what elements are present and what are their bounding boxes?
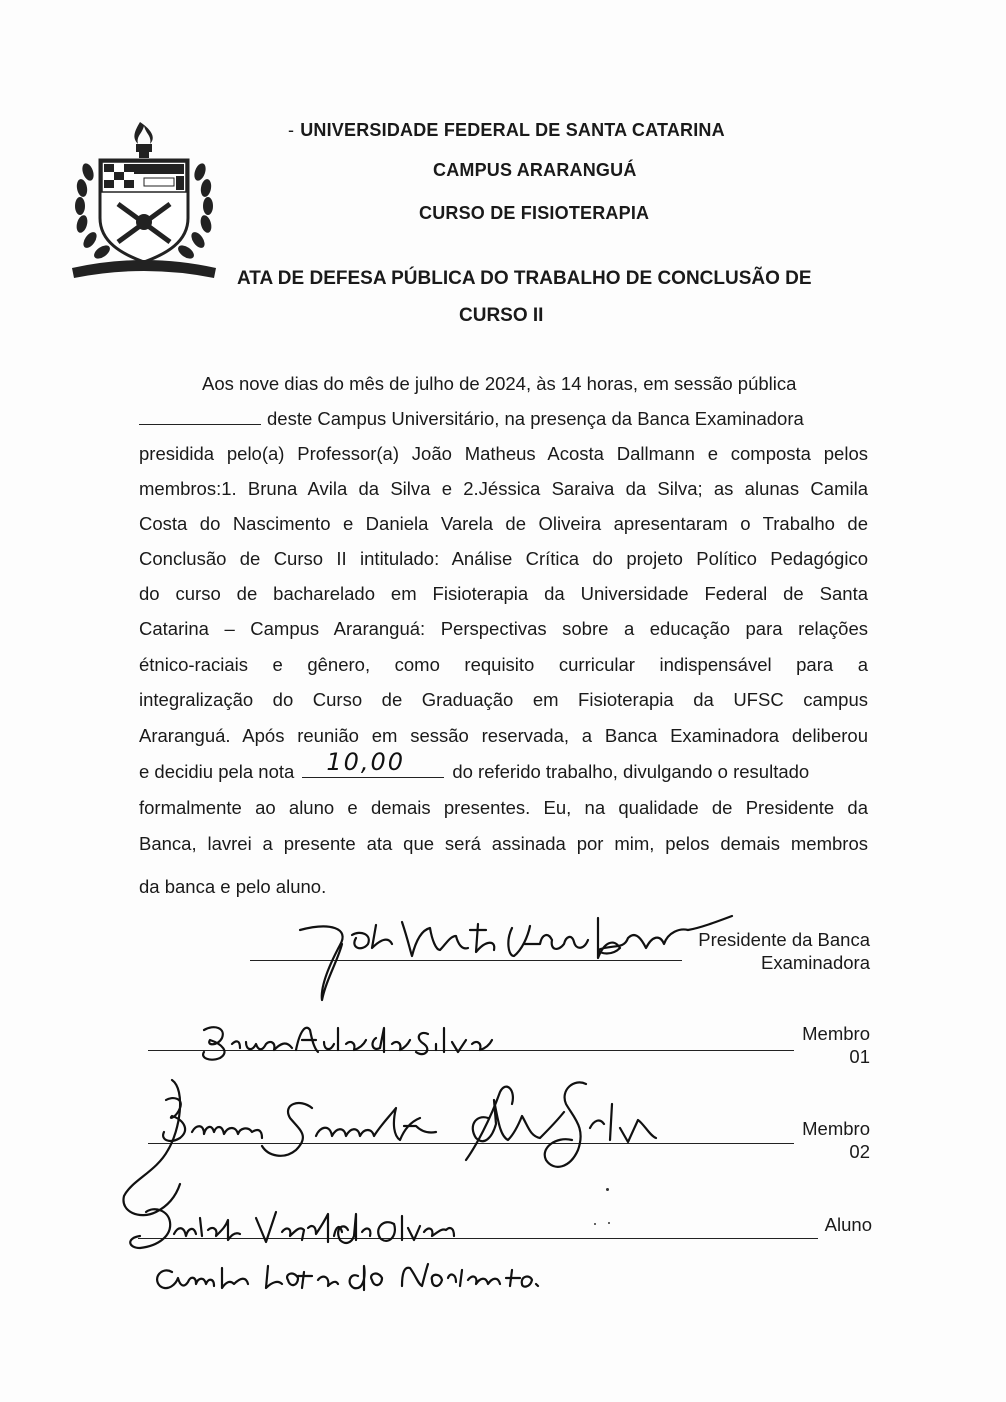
- member2-signature-line: [148, 1143, 794, 1144]
- document-title-line-1: ATA DE DEFESA PÚBLICA DO TRABALHO DE CONCLUSÃO DE: [237, 268, 812, 289]
- grade-field: [302, 748, 444, 778]
- ink-speck: [606, 1188, 609, 1191]
- body-line-11: Araranguá. Após reunião em sessão reservada, a Banca Examinadora deliberou: [139, 725, 868, 746]
- body-line-15: da banca e pelo aluno.: [139, 876, 327, 897]
- body-line-14: Banca, lavrei a presente ata que será assinada por mim, pelos demais membros: [139, 833, 868, 854]
- body-line-4: membros:1. Bruna Avila da Silva e 2.Jéssica Saraiva da Silva; as alunas Camila: [139, 478, 868, 499]
- body-line-7: do curso de bacharelado em Fisioterapia da Universidade Federal de Santa: [139, 583, 868, 604]
- body-line-13: formalmente ao aluno e demais presentes. Eu, na qualidade de Presidente da: [139, 797, 868, 818]
- university-name: - UNIVERSIDADE FEDERAL DE SANTA CATARINA: [288, 120, 725, 140]
- president-signature: [300, 916, 732, 1000]
- body-line-1: Aos nove dias do mês de julho de 2024, às 14 horas, em sessão pública: [202, 373, 797, 394]
- body-line-6: Conclusão de Curso II intitulado: Análise Crítica do projeto Político Pedagógico: [139, 548, 868, 569]
- ufsc-seal-icon: [66, 112, 222, 284]
- president-signature-line: [250, 960, 682, 961]
- document-title-line-2: CURSO II: [459, 305, 544, 326]
- body-line-8: Catarina – Campus Araranguá: Perspectivas sobre a educação para relações: [139, 618, 868, 639]
- campus-name: CAMPUS ARARANGUÁ: [433, 160, 637, 180]
- member2-signature: [123, 1080, 656, 1215]
- member1-signature: [203, 1027, 492, 1059]
- body-line-5: Costa do Nascimento e Daniela Varela de Oliveira apresentaram o Trabalho de: [139, 513, 868, 534]
- student-signature-line: [138, 1238, 818, 1239]
- grade-line: e decidiu pela nota 10,00 do referido trabalho, divulgando o resultado: [139, 748, 810, 782]
- body-line-2: deste Campus Universitário, na presença da Banca Examinadora: [139, 408, 804, 430]
- ink-speck: [594, 1223, 596, 1225]
- member2-label: Membro 02: [802, 1118, 870, 1162]
- student-label: Aluno: [824, 1214, 872, 1235]
- course-name: CURSO DE FISIOTERAPIA: [419, 203, 650, 223]
- member1-label: Membro 01: [802, 1023, 870, 1067]
- body-line-3: presidida pelo(a) Professor(a) João Matheus Acosta Dallmann e composta pelos: [139, 443, 868, 464]
- member1-signature-line: [148, 1050, 794, 1051]
- body-line-9: étnico-raciais e gênero, como requisito curricular indispensável para a: [139, 654, 868, 675]
- grade-value: 10,00: [326, 748, 406, 776]
- location-blank: [139, 408, 261, 425]
- body-line-10: integralização do Curso de Graduação em Fisioterapia da UFSC campus: [139, 689, 868, 710]
- student2-signature: [157, 1264, 538, 1290]
- student1-signature: [130, 1209, 454, 1248]
- ink-speck: [608, 1222, 610, 1224]
- president-label: Presidente da Banca Examinadora: [698, 929, 870, 973]
